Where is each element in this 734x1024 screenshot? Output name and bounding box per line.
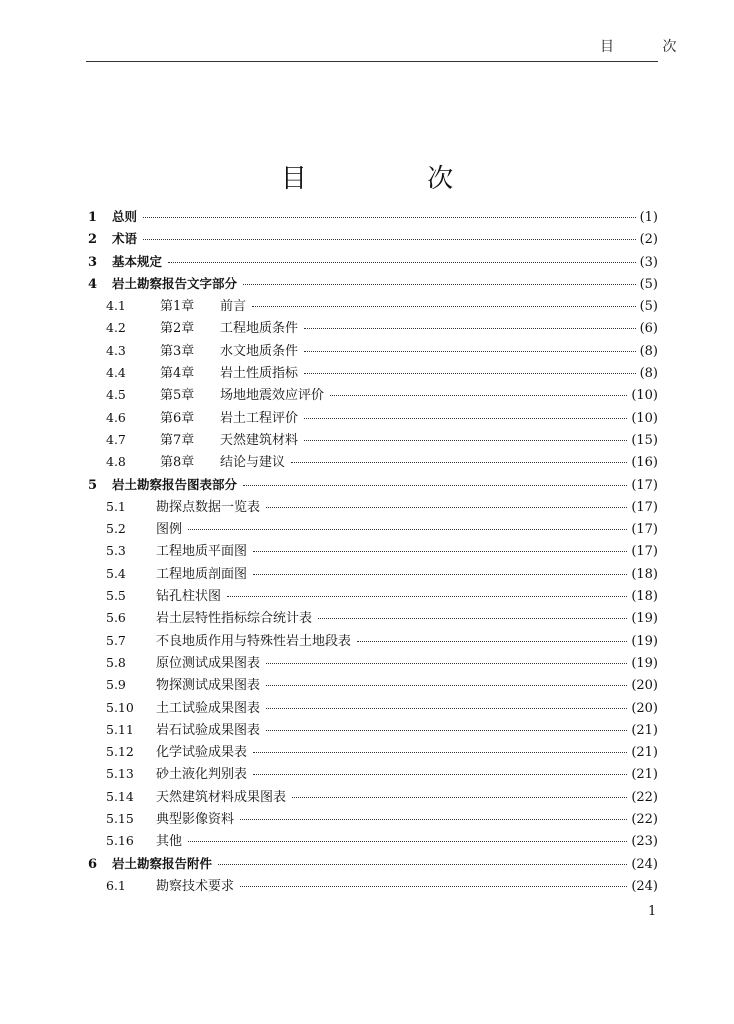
toc-entry-page: (19): [631, 611, 658, 627]
toc-entry-page: (19): [631, 655, 658, 671]
dot-leader: [188, 529, 627, 530]
toc-entry-page: (5): [639, 276, 658, 292]
toc-entry[interactable]: [86, 474, 658, 496]
dot-leader: [252, 306, 636, 307]
toc-entry-chapter: 第8章: [160, 455, 195, 471]
toc-entry-page: (2): [639, 232, 658, 248]
toc-entry-number: 2: [88, 232, 98, 248]
toc-entry[interactable]: [86, 853, 658, 875]
dot-leader: [253, 752, 627, 753]
toc-entry[interactable]: [86, 763, 658, 785]
toc-entry-title: 总则: [112, 209, 138, 224]
toc-entry-title: 术语: [112, 231, 138, 247]
toc-entry[interactable]: [86, 496, 658, 518]
toc-entry-page: (8): [639, 343, 658, 359]
toc-entry-number: 4.2: [106, 320, 126, 336]
dot-leader: [143, 239, 636, 240]
toc-entry-page: (22): [631, 789, 658, 805]
toc-entry-title: 不良地质作用与特殊性岩土地段表: [156, 633, 352, 649]
toc-entry[interactable]: [86, 630, 658, 652]
running-head: 目 次: [600, 39, 699, 55]
dot-leader: [253, 551, 627, 552]
toc-entry-number: 5.4: [106, 565, 126, 581]
toc-entry-title: 钻孔柱状图: [156, 589, 222, 605]
toc-entry-title: 岩土层特性指标综合统计表: [156, 611, 313, 627]
dot-leader: [292, 797, 627, 798]
toc-entry-number: 5.14: [106, 788, 134, 804]
dot-leader: [253, 774, 627, 775]
toc-entry-number: 5.11: [106, 721, 134, 737]
toc-entry-number: 5: [88, 477, 98, 493]
toc-entry-title: 典型影像资料: [156, 812, 235, 828]
toc-entry-title: 原位测试成果图表: [156, 655, 261, 671]
dot-leader: [304, 373, 636, 374]
toc-entry[interactable]: [86, 518, 658, 540]
dot-leader: [243, 485, 627, 486]
toc-entry-number: 5.13: [106, 766, 134, 782]
dot-leader: [304, 351, 636, 352]
dot-leader: [218, 864, 627, 865]
page-title: 目 次: [280, 164, 510, 194]
dot-leader: [304, 418, 627, 419]
dot-leader: [304, 440, 627, 441]
dot-leader: [318, 618, 627, 619]
toc-entry-number: 5.6: [106, 610, 126, 626]
toc-entry-title: 图例: [156, 522, 183, 538]
toc-entry-title: 前言: [220, 299, 247, 315]
toc-entry-title: 岩土工程评价: [220, 410, 299, 426]
toc-entry[interactable]: [86, 830, 658, 852]
toc-entry-page: (10): [631, 410, 658, 426]
toc-entry[interactable]: [86, 340, 658, 362]
toc-entry[interactable]: [86, 295, 658, 317]
toc-entry-page: (17): [631, 544, 658, 560]
toc-entry-page: (10): [631, 388, 658, 404]
toc-entry-page: (1): [639, 210, 658, 225]
toc-entry-number: 4.1: [106, 298, 126, 314]
dot-leader: [266, 730, 627, 731]
toc-entry-title: 勘探点数据一览表: [156, 499, 261, 515]
dot-leader: [266, 507, 627, 508]
toc-entry-page: (21): [631, 767, 658, 783]
toc-entry-page: (18): [631, 589, 658, 605]
toc-entry-page: (21): [631, 745, 658, 761]
toc-entry[interactable]: [86, 206, 658, 228]
toc-entry[interactable]: [86, 786, 658, 808]
toc-entry-chapter: 第5章: [160, 388, 195, 404]
toc-entry-page: (17): [631, 499, 658, 515]
toc-entry-title: 土工试验成果图表: [156, 700, 261, 716]
toc-entry-page: (21): [631, 722, 658, 738]
toc-entry-title: 天然建筑材料: [220, 432, 299, 448]
toc-entry-page: (20): [631, 678, 658, 694]
dot-leader: [266, 685, 627, 686]
toc-entry-number: 4.3: [106, 342, 126, 358]
toc-entry-page: (17): [631, 477, 658, 493]
toc-entry-chapter: 第6章: [160, 410, 195, 426]
toc-entry-page: (23): [631, 834, 658, 850]
toc-entry[interactable]: [86, 741, 658, 763]
toc-entry-chapter: 第3章: [160, 343, 195, 359]
toc-entry-page: (20): [631, 700, 658, 716]
toc-entry-number: 4.7: [106, 431, 126, 447]
toc-entry-number: 5.15: [106, 811, 134, 827]
toc-entry-title: 砂土液化判别表: [156, 767, 248, 783]
toc-entry[interactable]: [86, 719, 658, 741]
toc-entry-page: (5): [639, 299, 658, 315]
toc-entry-page: (19): [631, 633, 658, 649]
dot-leader: [266, 708, 627, 709]
toc-entry[interactable]: [86, 251, 658, 273]
toc-entry-page: (6): [639, 321, 658, 337]
toc-entry-number: 4.4: [106, 365, 126, 381]
toc-entry-page: (24): [631, 856, 658, 872]
toc-entry-number: 5.5: [106, 588, 126, 604]
toc-entry-page: (17): [631, 522, 658, 538]
dot-leader: [168, 262, 636, 263]
header-rule: [86, 61, 658, 62]
toc-entry-number: 5.9: [106, 677, 126, 693]
toc-entry-page: (15): [631, 432, 658, 448]
dot-leader: [243, 284, 636, 285]
dot-leader: [304, 328, 636, 329]
dot-leader: [240, 819, 627, 820]
toc-entry-number: 5.7: [106, 632, 126, 648]
toc-entry[interactable]: [86, 652, 658, 674]
toc-entry-title: 工程地质条件: [220, 321, 299, 337]
toc-entry-number: 5.3: [106, 543, 126, 559]
toc-entry-chapter: 第4章: [160, 366, 195, 382]
toc-entry[interactable]: [86, 362, 658, 384]
toc-entry-page: (18): [631, 566, 658, 582]
dot-leader: [291, 462, 627, 463]
toc-entry[interactable]: [86, 540, 658, 562]
toc-entry-number: 4.5: [106, 387, 126, 403]
toc-entry-page: (22): [631, 812, 658, 828]
toc-entry[interactable]: [86, 585, 658, 607]
toc-entry[interactable]: [86, 563, 658, 585]
toc-entry-chapter: 第2章: [160, 321, 195, 337]
toc-entry-chapter: 第7章: [160, 432, 195, 448]
toc-entry[interactable]: [86, 228, 658, 250]
dot-leader: [330, 395, 627, 396]
page-number: 1: [648, 904, 657, 919]
toc-entry-title: 天然建筑材料成果图表: [156, 789, 287, 805]
toc-entry-title: 物探测试成果图表: [156, 678, 261, 694]
toc-entry-chapter: 第1章: [160, 299, 195, 315]
dot-leader: [188, 841, 627, 842]
toc-entry-title: 结论与建议: [220, 455, 286, 471]
toc-entry-title: 工程地质剖面图: [156, 566, 248, 582]
toc-entry[interactable]: [86, 451, 658, 473]
dot-leader: [227, 596, 627, 597]
toc-entry-title: 岩土性质指标: [220, 366, 299, 382]
toc-entry-number: 4.8: [106, 454, 126, 470]
toc-entry-number: 5.1: [106, 498, 126, 514]
toc-entry-title: 岩土勘察报告附件: [112, 855, 213, 871]
toc-entry[interactable]: [86, 808, 658, 830]
toc-entry[interactable]: [86, 429, 658, 451]
toc-entry-number: 4: [88, 276, 98, 292]
toc-entry-title: 岩石试验成果图表: [156, 722, 261, 738]
toc-entry[interactable]: [86, 407, 658, 429]
toc-entry-number: 5.10: [106, 699, 134, 715]
toc-entry[interactable]: [86, 875, 658, 897]
toc-entry[interactable]: [86, 697, 658, 719]
toc-entry[interactable]: [86, 273, 658, 295]
dot-leader: [143, 217, 636, 218]
dot-leader: [357, 641, 627, 642]
toc-entry-page: (8): [639, 366, 658, 382]
toc-entry[interactable]: [86, 674, 658, 696]
dot-leader: [266, 663, 627, 664]
toc-entry-title: 勘察技术要求: [156, 878, 235, 894]
toc-entry[interactable]: [86, 607, 658, 629]
toc-entry-number: 5.16: [106, 833, 134, 849]
toc-entry-number: 3: [88, 254, 98, 270]
toc-entry-title: 化学试验成果表: [156, 745, 248, 761]
toc-entry-title: 场地地震效应评价: [220, 388, 325, 404]
toc-entry-title: 水文地质条件: [220, 343, 299, 359]
toc-entry-title: 其他: [156, 834, 183, 850]
toc-entry-title: 岩土勘察报告图表部分: [112, 476, 238, 492]
toc-entry[interactable]: [86, 384, 658, 406]
toc-entry-number: 1: [88, 210, 98, 225]
dot-leader: [253, 574, 627, 575]
toc-entry-title: 基本规定: [112, 253, 163, 269]
toc-entry-number: 5.12: [106, 744, 134, 760]
toc-entry-page: (16): [631, 455, 658, 471]
dot-leader: [240, 886, 627, 887]
toc-entry-number: 6.1: [106, 877, 126, 893]
toc-entry[interactable]: [86, 317, 658, 339]
toc-entry-page: (24): [631, 878, 658, 894]
toc-entry-number: 5.8: [106, 654, 126, 670]
toc-entry-number: 5.2: [106, 521, 126, 537]
toc-entry-title: 工程地质平面图: [156, 544, 248, 560]
toc-entry-number: 4.6: [106, 409, 126, 425]
toc-entry-page: (3): [639, 254, 658, 270]
toc-entry-title: 岩土勘察报告文字部分: [112, 275, 238, 291]
toc-entry-number: 6: [88, 856, 98, 872]
table-of-contents: [86, 206, 658, 897]
